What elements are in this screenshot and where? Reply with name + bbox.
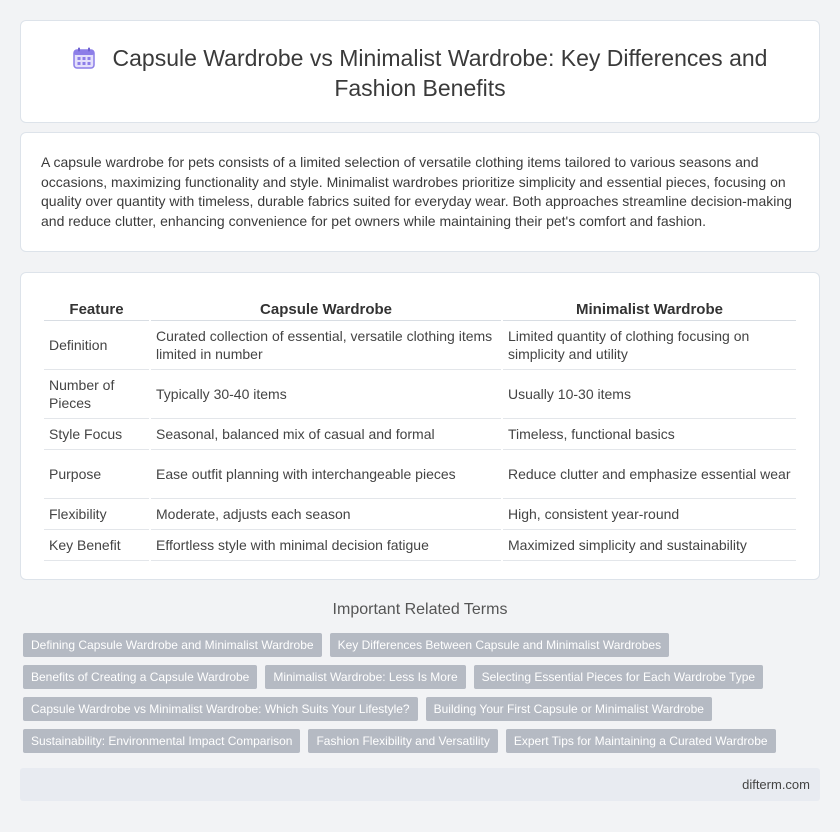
table-row bbox=[44, 370, 796, 419]
table-cell: Maximized simplicity and sustainability bbox=[503, 530, 796, 561]
intro-card bbox=[20, 132, 820, 252]
table-cell: Usually 10-30 items bbox=[503, 370, 796, 419]
table-cell: Seasonal, balanced mix of casual and formal bbox=[151, 419, 501, 450]
related-term-tag[interactable]: Selecting Essential Pieces for Each Wardrobe Type bbox=[474, 665, 763, 689]
related-terms-list bbox=[23, 633, 813, 761]
column-header-feature: Feature bbox=[44, 297, 149, 321]
table-row bbox=[44, 321, 796, 370]
table-row bbox=[44, 530, 796, 561]
table-cell: Number of Pieces bbox=[44, 370, 149, 419]
comparison-table bbox=[42, 297, 798, 561]
related-term-tag[interactable]: Key Differences Between Capsule and Minimalist Wardrobes bbox=[330, 633, 669, 657]
related-terms-heading: Important Related Terms bbox=[332, 601, 508, 618]
calendar-grid-icon bbox=[73, 47, 95, 69]
footer bbox=[20, 768, 820, 801]
page-title: Capsule Wardrobe vs Minimalist Wardrobe: Key Differences and Fashion Benefits bbox=[112, 45, 768, 101]
table-cell: Purpose bbox=[44, 450, 149, 499]
related-term-tag[interactable]: Building Your First Capsule or Minimalist Wardrobe bbox=[426, 697, 712, 721]
table-cell: Curated collection of essential, versatile clothing items limited in number bbox=[151, 321, 501, 370]
related-term-tag[interactable]: Minimalist Wardrobe: Less Is More bbox=[265, 665, 465, 689]
table-cell: Effortless style with minimal decision fatigue bbox=[151, 530, 501, 561]
related-term-tag[interactable]: Benefits of Creating a Capsule Wardrobe bbox=[23, 665, 257, 689]
table-cell: Style Focus bbox=[44, 419, 149, 450]
column-header-minimalist: Minimalist Wardrobe bbox=[503, 297, 796, 321]
related-term-tag[interactable]: Expert Tips for Maintaining a Curated Wardrobe bbox=[506, 729, 776, 753]
table-cell: Reduce clutter and emphasize essential wear bbox=[503, 450, 796, 499]
table-cell: High, consistent year-round bbox=[503, 499, 796, 530]
comparison-table-card bbox=[20, 272, 820, 580]
table-row bbox=[44, 450, 796, 499]
related-term-tag[interactable]: Fashion Flexibility and Versatility bbox=[308, 729, 497, 753]
related-term-tag[interactable]: Capsule Wardrobe vs Minimalist Wardrobe: Which Suits Your Lifestyle? bbox=[23, 697, 418, 721]
table-cell: Key Benefit bbox=[44, 530, 149, 561]
site-link[interactable]: difterm.com bbox=[742, 777, 810, 792]
table-cell: Timeless, functional basics bbox=[503, 419, 796, 450]
table-row bbox=[44, 499, 796, 530]
table-cell: Ease outfit planning with interchangeable pieces bbox=[151, 450, 501, 499]
table-cell: Flexibility bbox=[44, 499, 149, 530]
title-card bbox=[20, 20, 820, 123]
table-cell: Moderate, adjusts each season bbox=[151, 499, 501, 530]
table-cell: Typically 30-40 items bbox=[151, 370, 501, 419]
related-term-tag[interactable]: Defining Capsule Wardrobe and Minimalist Wardrobe bbox=[23, 633, 322, 657]
column-header-capsule: Capsule Wardrobe bbox=[151, 297, 501, 321]
table-cell: Limited quantity of clothing focusing on simplicity and utility bbox=[503, 321, 796, 370]
table-row bbox=[44, 419, 796, 450]
table-cell: Definition bbox=[44, 321, 149, 370]
related-term-tag[interactable]: Sustainability: Environmental Impact Comparison bbox=[23, 729, 300, 753]
intro-paragraph: A capsule wardrobe for pets consists of a limited selection of versatile clothing items tailored to various seasons and occasions, maximizing functionality and style. Minimalist wardrobes prioritize simplicity and essential pieces, focusing on quality over quantity with timeless, durable fabrics suited for everyday wear. Both approaches streamline decision-making and reduce clutter, enhancing convenience for pet owners while maintaining their pet's comfort and fashion. bbox=[41, 154, 792, 229]
